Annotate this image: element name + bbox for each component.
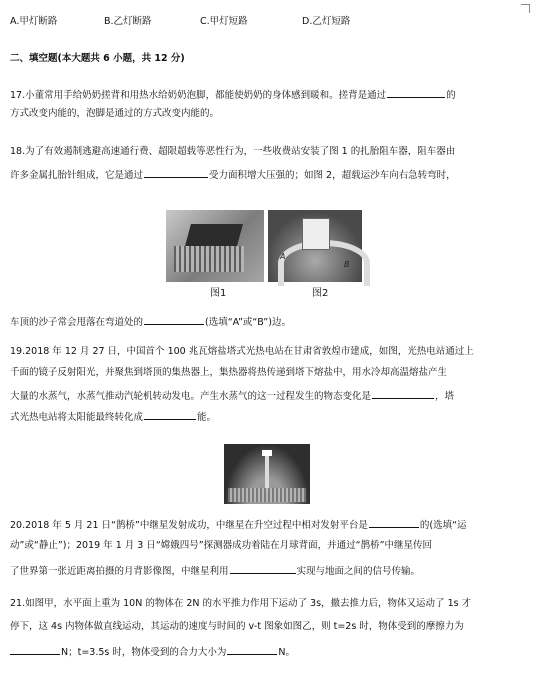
figure-2-label-b: B <box>344 260 350 269</box>
q20-text-3b: 实现与地面之间的信号传输。 <box>296 566 421 577</box>
q20-line2: 动”或“静止”)；2019 年 1 月 3 日“嫦娥四号”探测器成功着陆在月球背面，并通过“鹊桥”中继星传回 <box>10 540 433 551</box>
q17-line1 <box>10 87 528 102</box>
figure-2-caption: 图2 <box>312 288 329 299</box>
section-title: 二、填空题(本大题共 6 小题，共 12 分) <box>10 53 185 64</box>
option-b: B.乙灯断路 <box>104 16 152 27</box>
q17-text-1a: 17.小董常用手给奶奶搓背和用热水给奶奶泡脚，都能使奶奶的身体感到暖和。搓背是通过 <box>10 90 387 101</box>
q18-text-3a: 车顶的沙子常会甩落在弯道处的 <box>10 317 144 328</box>
q20-text-1a: 20.2018 年 5 月 21 日“鹊桥”中继星发射成功，中继星在升空过程中相对发射平台是 <box>10 520 368 531</box>
q19-blank-1[interactable] <box>372 388 434 399</box>
option-a: A.甲灯断路 <box>10 16 58 27</box>
q19-text-4a: 式光热电站将太阳能最终转化成 <box>10 412 144 423</box>
q18-text-2a: 许多金属扎胎针组成，它是通过 <box>10 170 144 181</box>
q19-blank-2[interactable] <box>144 409 196 420</box>
figure-1-tire-spike-barrier <box>166 210 264 282</box>
q17-text-1b: 的 <box>446 90 456 101</box>
q21-blank-2[interactable] <box>227 644 277 655</box>
q19-text-3b: ，塔 <box>435 391 455 402</box>
heat-collector <box>262 450 272 456</box>
q21-text-3b: N。 <box>278 647 295 658</box>
q18-blank-2[interactable] <box>144 314 204 325</box>
q20-blank-2[interactable] <box>230 563 296 574</box>
q20-line1 <box>10 517 528 532</box>
q19-text-4b: 能。 <box>197 412 217 423</box>
solar-tower-photo <box>224 444 310 504</box>
barrier-body <box>185 224 243 246</box>
q18-text-3b: (选填“A”或“B”)边。 <box>205 317 291 328</box>
q19-line1: 19.2018 年 12 月 27 日，中国首个 100 兆瓦熔盐塔式光热电站在甘肃省敦煌市建成，如图，光热电站通过上 <box>10 346 474 357</box>
q21-blank-1[interactable] <box>10 644 60 655</box>
q21-line1: 21.如图甲，水平面上重为 10N 的物体在 2N 的水平推力作用下运动了 3s，撤去推力后，物体又运动了 1s 才 <box>10 598 472 609</box>
page-corner-mark <box>521 4 530 13</box>
q21-line3 <box>10 644 528 659</box>
q19-line3 <box>10 388 528 403</box>
sand-truck <box>302 218 330 250</box>
q21-text-3a: N；t=3.5s 时，物体受到的合力大小为 <box>61 647 227 658</box>
figure-2-sand-truck-turning <box>268 210 362 282</box>
q18-line1: 18.为了有效遏制逃避高速通行费、超限超载等恶性行为，一些收费站安装了图 1 的扎胎阻车器，阻车器由 <box>10 146 456 157</box>
q19-text-3a: 大量的水蒸气，水蒸气推动汽轮机转动发电。产生水蒸气的这一过程发生的物态变化是 <box>10 391 372 402</box>
solar-tower <box>265 452 269 492</box>
q20-blank-1[interactable] <box>369 517 419 528</box>
barrier-spikes <box>174 246 244 272</box>
figure-1-caption: 图1 <box>210 288 227 299</box>
option-c: C.甲灯短路 <box>200 16 248 27</box>
option-d: D.乙灯短路 <box>302 16 351 27</box>
mirror-field <box>228 488 306 502</box>
figure-2-label-a: A <box>280 252 286 261</box>
q17-line2: 方式改变内能的，泡脚是通过的方式改变内能的。 <box>10 108 220 119</box>
q19-line2: 千面的镜子反射阳光，并聚焦到塔顶的集热器上，集热器将热传递到塔下熔盐中，用水冷却高温熔盐产生 <box>10 367 448 378</box>
q21-line2: 停下，这 4s 内物体做直线运动，其运动的速度与时间的 v-t 图象如图乙，则 t=2s 时，物体受到的摩擦力为 <box>10 621 464 632</box>
q20-text-3a: 了世界第一张近距离拍摄的月背影像图，中继星利用 <box>10 566 229 577</box>
q18-line2 <box>10 167 528 182</box>
q18-blank-1[interactable] <box>144 167 208 178</box>
q18-line3 <box>10 314 528 329</box>
q19-line4 <box>10 409 528 424</box>
figure-group-1-2 <box>166 210 362 306</box>
q20-line3 <box>10 563 528 578</box>
q17-blank-1[interactable] <box>387 87 445 98</box>
q18-text-2b: 受力面积增大压强的；如图 2，超载运沙车向右急转弯时， <box>209 170 456 181</box>
q20-text-1b: 的(选填“运 <box>419 520 467 531</box>
